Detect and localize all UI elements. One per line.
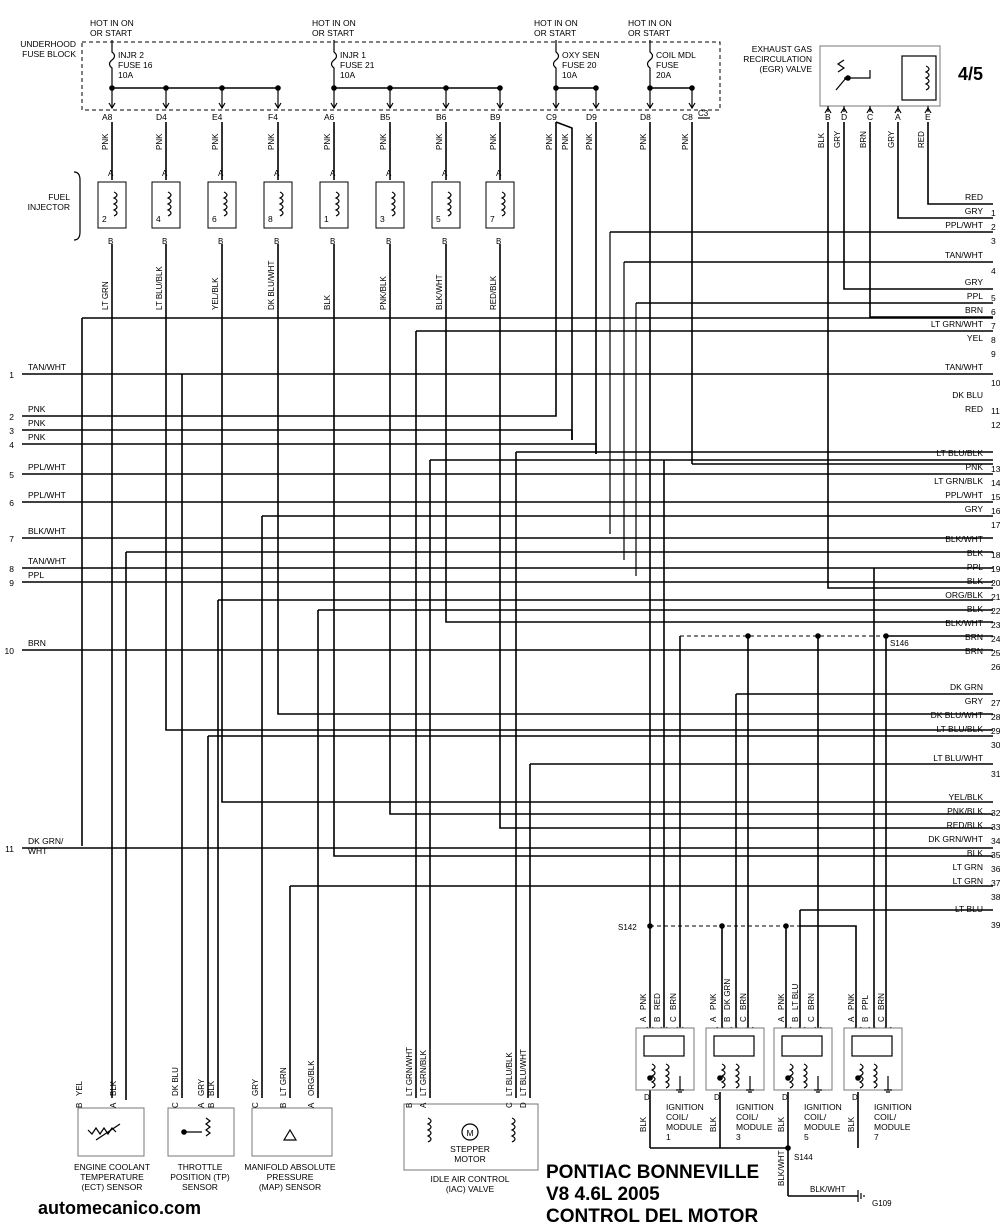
fuse-pin-label: B6 [436,112,447,122]
right-wire-color: DK GRN/WHT [928,834,983,844]
injector-feed-color: PNK [267,133,276,150]
map-wire-color: ORG/BLK [307,1060,316,1096]
injector-pin-label: B [218,237,224,246]
coil-module-label: IGNITION COIL/ MODULE 3 [736,1102,774,1142]
coil-pin-label: A [639,1016,648,1022]
right-terminal-number: 16 [991,506,1000,516]
injector-pin-label: B [496,237,502,246]
left-wire-color: TAN/WHT [28,556,67,566]
right-wire-color: ORG/BLK [945,590,983,600]
fuse-pin-label: C8 [682,112,693,122]
injector-output-color: RED/BLK [489,275,498,310]
right-terminal-number: 9 [991,349,996,359]
right-terminal-number: 31 [991,769,1000,779]
right-terminal-number: 4 [991,266,996,276]
tp-wire-color: BLK [207,1080,216,1096]
coil-wire-color: PNK [847,993,856,1010]
egr-wire-color: RED [917,131,926,148]
wire-pnk-l4 [22,444,596,454]
egr-wire-color: BLK [817,132,826,148]
right-wire-color: DK GRN [949,682,983,692]
coil-node [855,1075,861,1081]
right-terminal-number: 36 [991,864,1000,874]
page-number: 4/5 [958,64,984,84]
coil-wire-color: BRN [739,993,748,1010]
coil-node [717,1075,723,1081]
right-wire-color: RED [965,192,983,202]
tp-wire-color: GRY [197,1078,206,1096]
stepper-motor-letter: M [466,1128,474,1138]
fuse-wire-color: PNK [545,133,554,150]
injector-output-color: BLK [323,294,332,310]
injector-coil [224,192,227,216]
injector-feed-color: PNK [101,133,110,150]
egr-node [845,75,851,81]
left-terminal-number: 11 [5,844,14,854]
injector-output-color: BLK/WHT [435,274,444,310]
injector-number: 7 [490,214,495,224]
injector-pin-label: A [386,169,392,178]
left-terminal-number: 3 [9,426,14,436]
ect-label: ENGINE COOLANT TEMPERATURE (ECT) SENSOR [73,1162,151,1192]
iac-wire-color: LT GRN/BLK [419,1050,428,1096]
map-pin-label: A [307,1102,316,1108]
coil-pin-label: A [847,1016,856,1022]
injector-pin-label: A [218,169,224,178]
left-terminal-number: 5 [9,470,14,480]
inj4-lt-blu-blk [166,244,993,730]
left-terminal-number: 1 [9,370,14,380]
right-terminal-number: 21 [991,592,1000,602]
coil-pin-label: B [653,1016,662,1022]
egr-label: EXHAUST GAS RECIRCULATION (EGR) VALVE [743,44,812,74]
map-wire-color: GRY [251,1078,260,1096]
splice-s142-node [647,923,653,929]
right-wire-color: GRY [964,206,983,216]
right-terminal-number: 11 [991,406,1000,416]
coil-node [647,1075,653,1081]
right-wire-color: YEL/BLK [948,792,983,802]
egr-valve-box [820,46,940,106]
right-wire-color: LT BLU/BLK [936,724,983,734]
splice-s146-label: S146 [890,639,909,648]
right-terminal-number: 26 [991,662,1000,672]
inj5-blk-wht [446,244,993,622]
right-wire-color: BRN [965,646,983,656]
right-terminal-number: 34 [991,836,1000,846]
injector-pin-label: B [442,237,448,246]
right-wire-color: GRY [964,504,983,514]
fuse-wire-color: PNK [681,133,690,150]
fuse-hot-label: HOT IN ON OR START [90,18,134,38]
map-sensor-box [252,1108,332,1156]
injector-number: 6 [212,214,217,224]
right-wire-color: BLK [966,548,983,558]
fuse-wire-color: PNK [639,133,648,150]
coil-wire-color: BRN [877,993,886,1010]
egr-wire-color: BRN [859,131,868,148]
map-label: MANIFOLD ABSOLUTE PRESSURE (MAP) SENSOR [244,1162,336,1192]
injector-number: 1 [324,214,329,224]
coil-pin-label: C [739,1016,748,1022]
coil-wire-color: PNK [709,993,718,1010]
tp-pin-label: B [207,1102,216,1108]
coil-ground-symbol [746,1090,754,1092]
right-terminal-number: 13 [991,464,1000,474]
ground-g109-label: G109 [872,1199,892,1208]
injector-output-color: YEL/BLK [211,277,220,310]
ect-pin-label: B [75,1102,84,1108]
right-terminal-number: 15 [991,492,1000,502]
left-wire-color: PNK [28,404,46,414]
coil-ground-color: BLK [777,1116,786,1132]
left-terminal-number: 4 [9,440,14,450]
right-wire-color: DK BLU [952,390,983,400]
coil-ground-color: BLK [709,1116,718,1132]
right-terminal-number: 24 [991,634,1000,644]
injector-feed-color: PNK [379,133,388,150]
coil-pin-label: B [861,1016,870,1022]
left-terminal-number: 2 [9,412,14,422]
injector-number: 2 [102,214,107,224]
ignition-coil-box [844,1028,902,1090]
map-wire-color: LT GRN [279,1067,288,1096]
injector-coil [280,192,283,216]
fuse-wire-color: PNK [561,133,570,150]
left-wire-color: TAN/WHT [28,362,67,372]
coil-node [785,1075,791,1081]
fuse-icon [110,40,115,88]
right-wire-color: PPL/WHT [945,220,983,230]
right-wire-color: RED/BLK [946,820,983,830]
iac-pin-label: C [505,1102,514,1108]
injector-output-color: DK BLU/WHT [267,260,276,310]
fuse-pin-label: D4 [156,112,167,122]
egr-pin-label: C [867,112,874,122]
egr-pin-label: D [841,112,848,122]
right-terminal-number: 19 [991,564,1000,574]
egr-pin-label: E [925,112,931,122]
egr-pin-label: B [825,112,831,122]
fuse-icon [554,40,559,88]
tp-node [181,1129,187,1135]
injector-pin-label: A [442,169,448,178]
injector-pin-label: B [108,237,114,246]
fuse-rating-label: OXY SEN FUSE 20 10A [562,50,600,80]
map-pin-label: B [279,1102,288,1108]
tp-label: THROTTLE POSITION (TP) SENSOR [170,1162,230,1192]
iac-pin-label: A [419,1102,428,1108]
injector-number: 3 [380,214,385,224]
coil-pin-label: B [723,1016,732,1022]
injector-feed-color: PNK [489,133,498,150]
left-wire-color: BRN [28,638,46,648]
right-terminal-number: 8 [991,335,996,345]
coil7-pnk [800,926,856,1030]
right-terminal-number: 39 [991,920,1000,930]
fuse-hot-label: HOT IN ON OR START [534,18,578,38]
right-wire-color: PNK/BLK [947,806,983,816]
right-wire-color: GRY [964,277,983,287]
injector-coil [168,192,171,216]
splice-s142-label: S142 [618,923,637,932]
fuse-hot-label: HOT IN ON OR START [628,18,672,38]
right-wire-color: LT GRN [952,876,983,886]
injector-coil [448,192,451,216]
right-wire-color: BLK/WHT [945,618,983,628]
injector-output-color: PNK/BLK [379,276,388,310]
right-wire-color: TAN/WHT [944,250,983,260]
iac-wire-color: LT BLU/WHT [519,1049,528,1096]
fuse-pin-label: F4 [268,112,278,122]
coil-ground-color: BLK [847,1116,856,1132]
injector-number: 4 [156,214,161,224]
right-terminal-number: 28 [991,712,1000,722]
iac-pin-label: D [519,1102,528,1108]
ect-wire-color: BLK [109,1080,118,1096]
ground-wire-label: BLK/WHT [810,1185,846,1194]
injector-pin-label: B [330,237,336,246]
fuse-pin-label: E4 [212,112,223,122]
left-wire-color: PPL [28,570,45,580]
right-wire-color: YEL [966,333,983,343]
right-terminal-number: 2 [991,222,996,232]
right-wire-color: PPL [966,562,983,572]
fuse-pin-label: B5 [380,112,391,122]
injector-feed-color: PNK [155,133,164,150]
right-terminal-number: 10 [991,378,1000,388]
ground-wire-color: BLK/WHT [777,1150,786,1186]
left-terminal-number: 8 [9,564,14,574]
right-terminal-number: 20 [991,578,1000,588]
coil-wire-color: PNK [639,993,648,1010]
right-terminal-number: 23 [991,620,1000,630]
right-terminal-number: 18 [991,550,1000,560]
right-terminal-number: 25 [991,648,1000,658]
right-terminal-number: 38 [991,892,1000,902]
right-wire-color: DK BLU/WHT [930,710,983,720]
coil-module-label: IGNITION COIL/ MODULE 7 [874,1102,912,1142]
splice-s144-label: S144 [794,1153,813,1162]
coil-wire-color: BRN [807,993,816,1010]
fuse-block-outline [82,42,720,110]
right-wire-color: GRY [964,696,983,706]
right-wire-color: PNK [965,462,983,472]
right-terminal-number: 27 [991,698,1000,708]
coil-ground-pin: D [782,1093,788,1102]
ground-g109-symbol [858,1190,864,1202]
right-terminal-number: 30 [991,740,1000,750]
injector-pin-label: B [386,237,392,246]
injector-coil [502,192,505,216]
right-terminal-number: 12 [991,420,1000,430]
coil-ground-symbol [884,1090,892,1092]
egr-wire-e [928,122,993,204]
right-wire-color: BRN [965,632,983,642]
coil-ground-symbol [676,1090,684,1092]
ignition-coil-box [636,1028,694,1090]
egr-pin-label: A [895,112,901,122]
ect-sensor-box [78,1108,144,1156]
coil-wire-color: PNK [777,993,786,1010]
left-terminal-number: 6 [9,498,14,508]
right-wire-color: PPL [966,291,983,301]
injector-output-color: LT GRN [101,281,110,310]
injector-coil [336,192,339,216]
ect-pin-label: A [109,1102,118,1108]
right-wire-color: LT BLU/WHT [933,753,983,763]
wire-pnk-l2 [22,404,556,416]
injector-pin-label: A [496,169,502,178]
injector-pin-label: B [274,237,280,246]
left-terminal-number: 7 [9,534,14,544]
fuse-pin-label: C9 [546,112,557,122]
injector-pin-label: A [162,169,168,178]
coil-ground-symbol [814,1090,822,1092]
fuse-pin-label: A8 [102,112,113,122]
coil-wire-color: PPL [861,994,870,1010]
left-wire-color: PPL/WHT [28,462,66,472]
injector-feed-color: PNK [435,133,444,150]
connector-c3-label: C3 [698,109,709,118]
diagram-title-line: CONTROL DEL MOTOR [546,1206,759,1227]
left-terminal-number: 9 [9,578,14,588]
left-wire-color: BLK/WHT [28,526,66,536]
fuse-rating-label: INJR 1 FUSE 21 10A [340,50,375,80]
fuse-hot-label: HOT IN ON OR START [312,18,356,38]
left-wire-color: PNK [28,432,46,442]
coil-wire-color: BRN [669,993,678,1010]
right-wire-color: BRN [965,305,983,315]
fuse-icon [648,40,653,88]
right-wire-color: TAN/WHT [944,362,983,372]
injector-number: 8 [268,214,273,224]
right-wire-color: BLK [966,576,983,586]
injector-pin-label: A [274,169,280,178]
injector-number: 5 [436,214,441,224]
right-terminal-number: 33 [991,822,1000,832]
right-terminal-number: 35 [991,850,1000,860]
coil-ground-color: BLK [639,1116,648,1132]
injector-coil [392,192,395,216]
right-terminal-number: 17 [991,520,1000,530]
right-wire-color: RED [965,404,983,414]
diagram-title-line: PONTIAC BONNEVILLE [546,1162,760,1183]
coil-module-label: IGNITION COIL/ MODULE 5 [804,1102,842,1142]
right-terminal-number: 7 [991,321,996,331]
iac-label: IDLE AIR CONTROL (IAC) VALVE [430,1174,510,1194]
right-wire-color: LT GRN/WHT [930,319,983,329]
right-wire-color: LT BLU/BLK [936,448,983,458]
right-terminal-number: 1 [991,208,996,218]
right-wire-color: BLK [966,848,983,858]
injector-feed-color: PNK [211,133,220,150]
injector-bracket [74,172,80,240]
coil-ground-pin: D [852,1093,858,1102]
left-wire-color: DK GRN/ WHT [28,836,64,856]
fuse-pin-label: D8 [640,112,651,122]
coil-wire-color: RED [653,993,662,1010]
fuse-pin-label: D9 [586,112,597,122]
coil-pin-label: B [791,1016,800,1022]
injector-pin-label: B [162,237,168,246]
right-terminal-number: 37 [991,878,1000,888]
injector-pin-label: A [330,169,336,178]
right-wire-color: BLK/WHT [945,534,983,544]
fuse-pin-label: A6 [324,112,335,122]
right-wire-color: LT GRN/BLK [934,476,983,486]
ignition-coil-box [774,1028,832,1090]
fuse-pin-label: B9 [490,112,501,122]
stepper-motor-label: STEPPER MOTOR [450,1144,490,1164]
inj6-yel-blk [222,244,993,802]
right-terminal-number: 29 [991,726,1000,736]
egr-wire-color: GRY [887,130,896,148]
coil-pin-label: A [709,1016,718,1022]
coil-wire-color: LT BLU [791,983,800,1010]
tp-wire-color: DK BLU [171,1067,180,1096]
coil-pin-label: C [669,1016,678,1022]
fuse-icon [332,40,337,88]
fuse-wire-color: PNK [585,133,594,150]
injector-output-color: LT BLU/BLK [155,266,164,310]
coil-wire-color: DK GRN [723,978,732,1010]
coil-module-label: IGNITION COIL/ MODULE 1 [666,1102,704,1142]
ect-wire-color: YEL [75,1080,84,1096]
coil-ground-pin: D [714,1093,720,1102]
right-terminal-number: 22 [991,606,1000,616]
tp-pin-label: C [171,1102,180,1108]
fuse-rating-label: INJR 2 FUSE 16 10A [118,50,153,80]
right-terminal-number: 6 [991,307,996,317]
tp-pin-label: A [197,1102,206,1108]
diagram-title-line: V8 4.6L 2005 [546,1184,660,1205]
coil-pin-label: C [807,1016,816,1022]
iac-wire-color: LT BLU/BLK [505,1052,514,1096]
fuse-block-label: UNDERHOOD FUSE BLOCK [20,39,76,59]
fuse-rating-label: COIL MDL FUSE 20A [656,50,696,80]
injector-pin-label: A [108,169,114,178]
coil-pin-label: A [777,1016,786,1022]
left-wire-color: PNK [28,418,46,428]
right-wire-color: PPL/WHT [945,490,983,500]
iac-pin-label: B [405,1102,414,1108]
right-terminal-number: 3 [991,236,996,246]
map-pin-label: C [251,1102,260,1108]
right-wire-color: LT BLU [954,904,983,914]
right-wire-color: LT GRN [952,862,983,872]
injector-coil [114,192,117,216]
iac-wire-color: LT GRN/WHT [405,1046,414,1096]
injector-feed-color: PNK [323,133,332,150]
left-terminal-number: 10 [4,646,14,656]
fuel-injector-label: FUEL INJECTOR [27,192,70,212]
right-terminal-number: 14 [991,478,1000,488]
right-terminal-number: 32 [991,808,1000,818]
website-label: automecanico.com [38,1198,202,1218]
ignition-coil-box [706,1028,764,1090]
coil-ground-pin: D [644,1093,650,1102]
coil-pin-label: C [877,1016,886,1022]
fuse-wire-c9b [556,122,572,440]
right-terminal-number: 5 [991,293,996,303]
right-wire-color: BLK [966,604,983,614]
left-wire-color: PPL/WHT [28,490,66,500]
egr-wire-color: GRY [833,130,842,148]
